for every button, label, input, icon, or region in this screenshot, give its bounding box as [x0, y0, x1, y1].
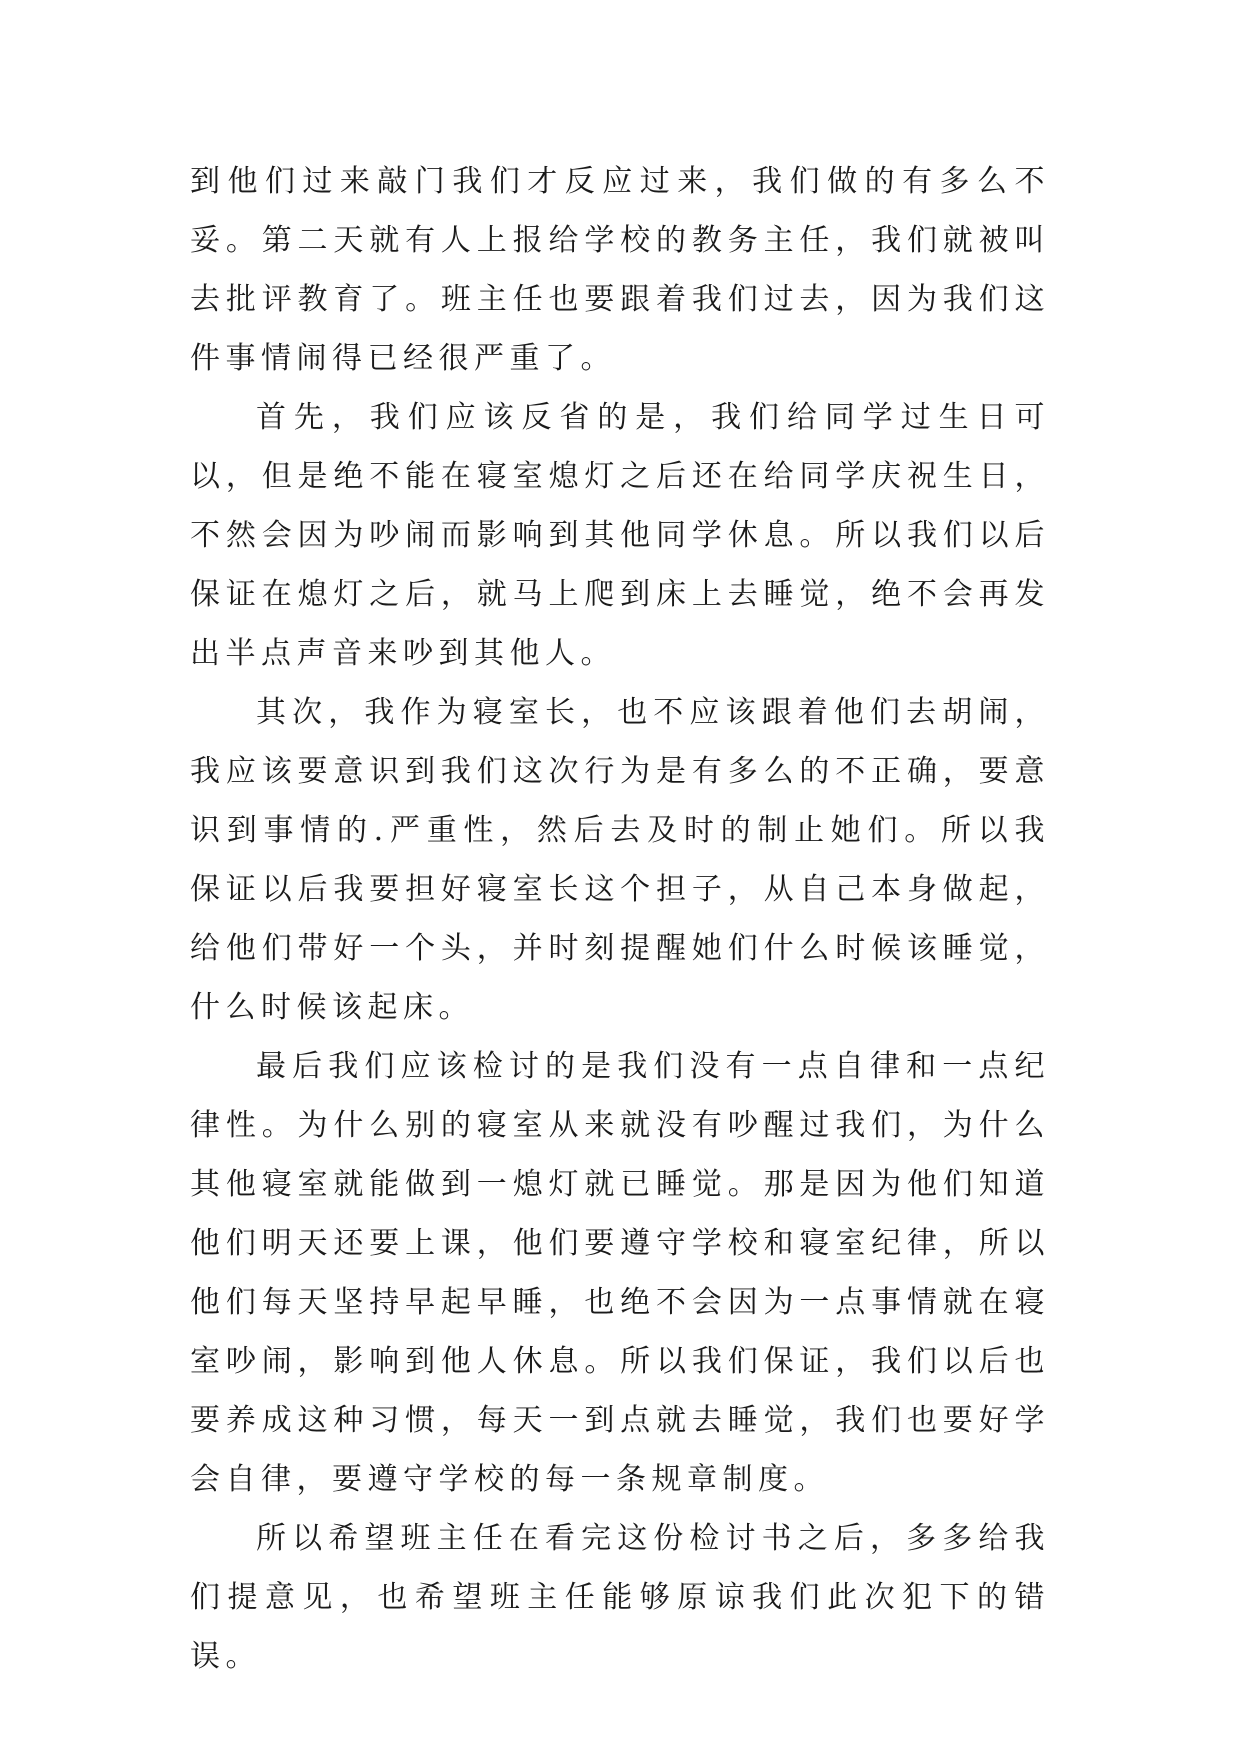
paragraph-5: 所以希望班主任在看完这份检讨书之后，多多给我们提意见，也希望班主任能够原谅我们此次犯下的错误。: [190, 1521, 1050, 1674]
paragraph-4: 最后我们应该检讨的是我们没有一点自律和一点纪律性。为什么别的寝室从来就没有吵醒过我们，为什么其他寝室就能做到一熄灯就已睡觉。那是因为他们知道他们明天还要上课，他们要遵守学校和寝室纪律，所以他们每天坚持早起早睡，也绝不会因为一点事情就在寝室吵闹，影响到他人休息。所以我们保证，我们以后也要养成这种习惯，每天一到点就去睡觉，我们也要好学会自律，要遵守学校的每一条规章制度。: [190, 1049, 1050, 1497]
paragraph-1: 到他们过来敲门我们才反应过来，我们做的有多么不妥。第二天就有人上报给学校的教务主任，我们就被叫去批评教育了。班主任也要跟着我们过去，因为我们这件事情闹得已经很严重了。: [190, 164, 1050, 376]
paragraph-2: 首先，我们应该反省的是，我们给同学过生日可以，但是绝不能在寝室熄灯之后还在给同学庆祝生日，不然会因为吵闹而影响到其他同学休息。所以我们以后保证在熄灯之后，就马上爬到床上去睡觉，绝不会再发出半点声音来吵到其他人。: [190, 400, 1050, 671]
paragraph-3: 其次，我作为寝室长，也不应该跟着他们去胡闹，我应该要意识到我们这次行为是有多么的不正确，要意识到事情的.严重性，然后去及时的制止她们。所以我保证以后我要担好寝室长这个担子，从自己本身做起，给他们带好一个头，并时刻提醒她们什么时候该睡觉，什么时候该起床。: [190, 695, 1050, 1025]
document-body: [190, 152, 1050, 1686]
